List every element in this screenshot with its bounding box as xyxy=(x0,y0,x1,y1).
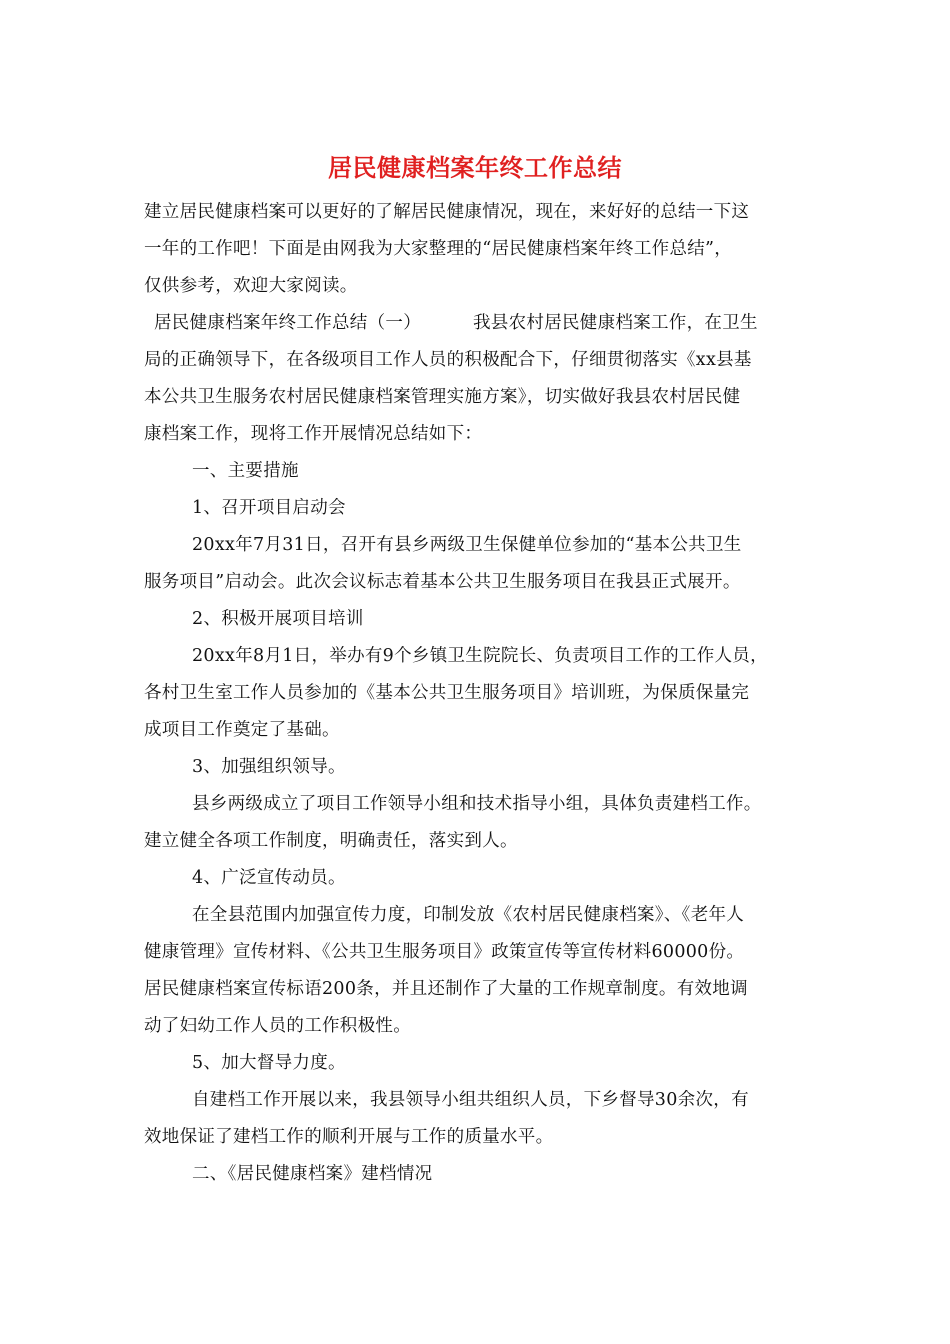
body-line: 20xx年8月1日，举办有9个乡镇卫生院院长、负责项目工作的工作人员， xyxy=(192,646,768,666)
section-intro: 我县农村居民健康档案工作，在卫生 xyxy=(473,313,758,333)
body-line: 20xx年7月31日，召开有县乡两级卫生保健单位参加的“基本公共卫生 xyxy=(192,535,742,555)
subheading: 1、召开项目启动会 xyxy=(192,498,346,518)
body-line: 居民健康档案宣传标语200条，并且还制作了大量的工作规章制度。有效地调 xyxy=(144,979,748,999)
subheading: 2、积极开展项目培训 xyxy=(192,609,364,629)
document-title: 居民健康档案年终工作总结 xyxy=(328,153,622,182)
body-line: 一年的工作吧！下面是由网我为大家整理的“居民健康档案年终工作总结”， xyxy=(144,239,733,259)
subheading: 一、主要措施 xyxy=(192,461,299,481)
body-line: 服务项目”启动会。此次会议标志着基本公共卫生服务项目在我县正式展开。 xyxy=(144,572,741,592)
body-line: 仅供参考，欢迎大家阅读。 xyxy=(144,276,358,296)
subheading: 3、加强组织领导。 xyxy=(192,757,346,777)
document-body xyxy=(144,194,806,1193)
body-line: 成项目工作奠定了基础。 xyxy=(144,720,340,740)
subheading: 5、加大督导力度。 xyxy=(192,1053,346,1073)
body-line: 健康管理》宣传材料、《公共卫生服务项目》政策宣传等宣传材料60000份。 xyxy=(144,942,745,962)
subheading: 二、《居民健康档案》建档情况 xyxy=(192,1164,433,1184)
body-line: 局的正确领导下，在各级项目工作人员的积极配合下，仔细贯彻落实《xx县基 xyxy=(144,350,752,370)
body-line: 自建档工作开展以来，我县领导小组共组织人员，下乡督导30余次，有 xyxy=(192,1090,749,1110)
body-line: 在全县范围内加强宣传力度，印制发放《农村居民健康档案》、《老年人 xyxy=(192,905,745,925)
section-heading-line xyxy=(144,305,806,342)
body-line: 建立健全各项工作制度，明确责任，落实到人。 xyxy=(144,831,518,851)
body-line: 县乡两级成立了项目工作领导小组和技术指导小组，具体负责建档工作。 xyxy=(192,794,762,814)
subheading: 4、广泛宣传动员。 xyxy=(192,868,346,888)
body-line: 各村卫生室工作人员参加的《基本公共卫生服务项目》培训班，为保质保量完 xyxy=(144,683,750,703)
section-heading: 居民健康档案年终工作总结（一） xyxy=(154,313,421,333)
body-line: 本公共卫生服务农村居民健康档案管理实施方案》，切实做好我县农村居民健 xyxy=(144,387,741,407)
body-line: 效地保证了建档工作的顺利开展与工作的质量水平。 xyxy=(144,1127,554,1147)
body-line: 康档案工作，现将工作开展情况总结如下： xyxy=(144,424,483,444)
body-line: 建立居民健康档案可以更好的了解居民健康情况，现在，来好好的总结一下这 xyxy=(144,202,750,222)
body-line: 动了妇幼工作人员的工作积极性。 xyxy=(144,1016,411,1036)
